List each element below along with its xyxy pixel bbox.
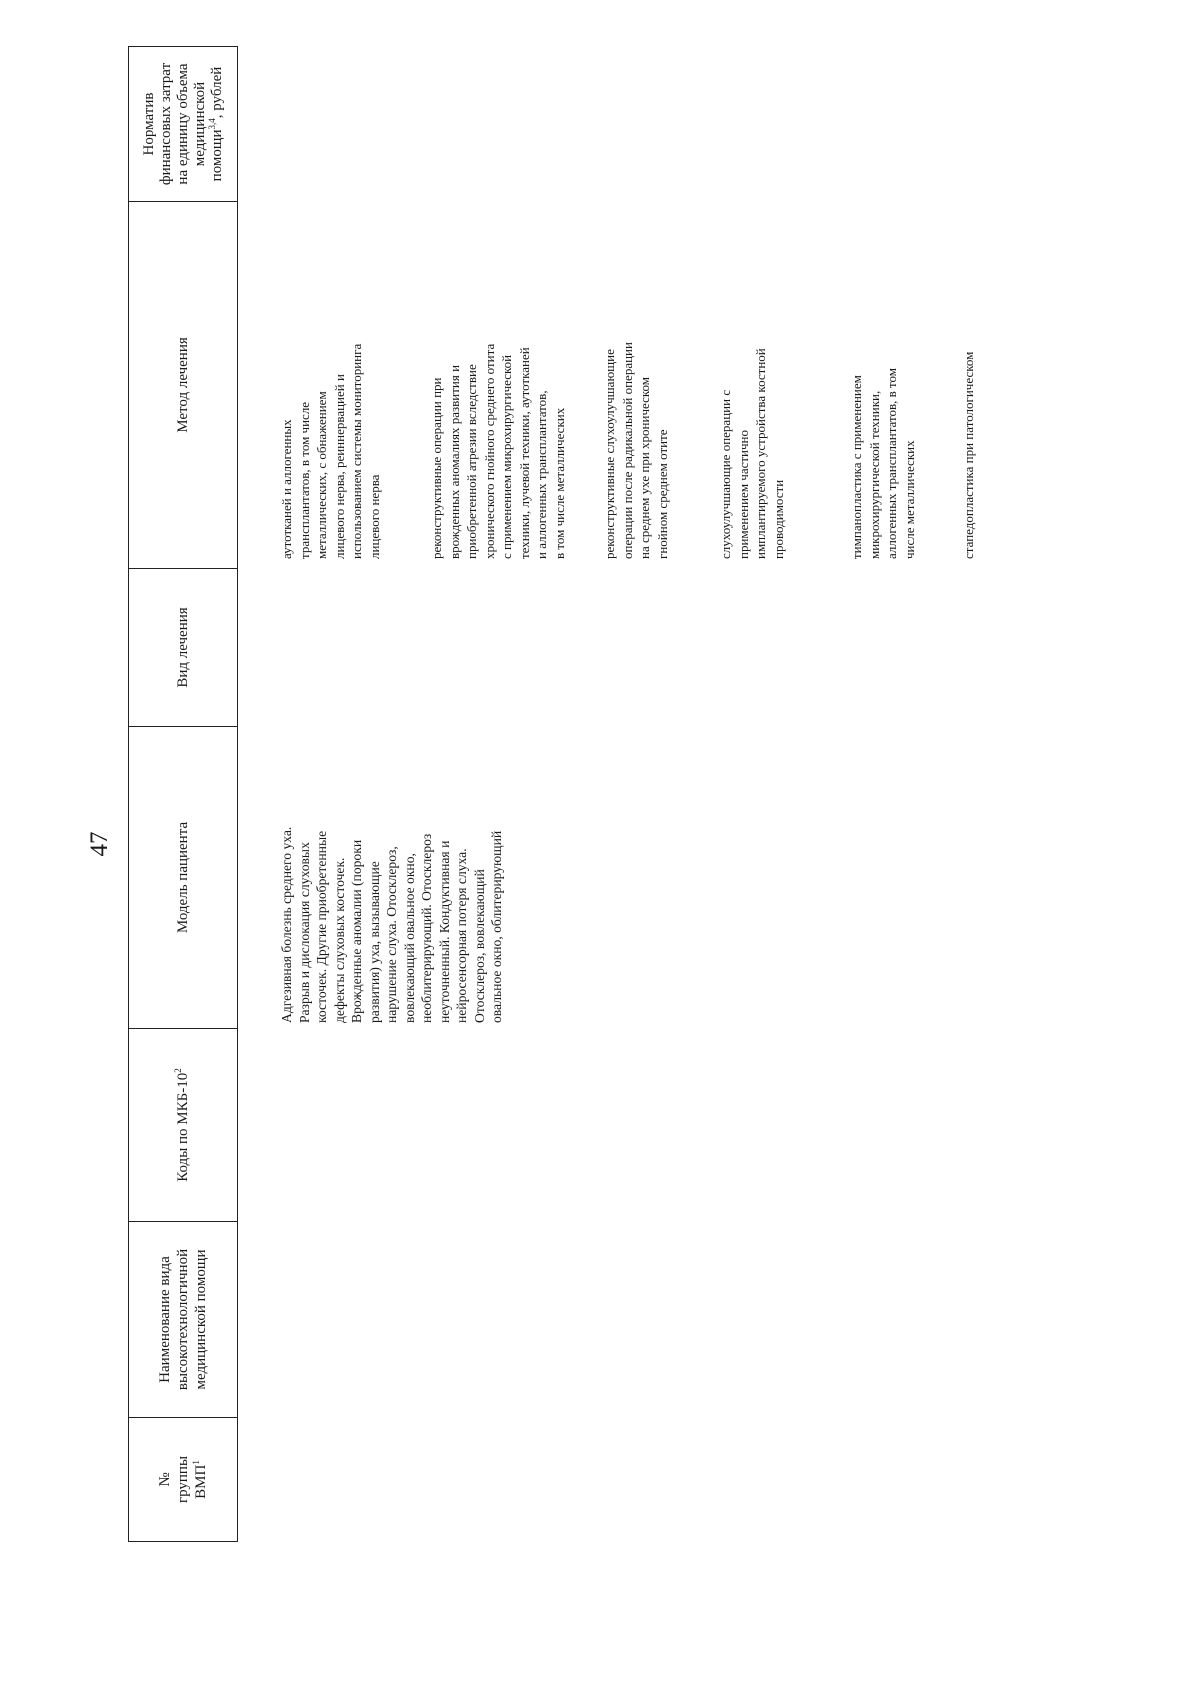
header-vmp-name-text: Наименование вида высокотехнологичной медицинской помощи (157, 1248, 209, 1391)
header-treatment-method (128, 201, 238, 569)
treatment-method-4: слухоулучшающие операции с применением частично имплантируемого устройства костной проводимости (718, 348, 786, 559)
header-group-no-sup: 1 (191, 1460, 201, 1465)
header-treatment-method-text: Метод лечения (175, 337, 191, 433)
treatment-method-6: стапедопластика при патологическом (961, 351, 976, 559)
header-icd-codes-sup: 2 (173, 1068, 183, 1073)
header-patient-model-text: Модель пациента (175, 821, 191, 934)
header-cost-norm-tail: , рублей (208, 66, 225, 119)
vmp-table (128, 46, 976, 1542)
header-cost-norm (128, 46, 238, 202)
header-cost-norm-text: Норматив финансовых затрат на единицу объема медицинской помощи (140, 62, 225, 186)
treatment-method-3: реконструктивные слухоулучшающие операции после радикальной операции на среднем ухе при хроническом гнойном среднем отите (602, 342, 670, 559)
header-group-no (128, 1417, 238, 1542)
header-icd-codes (128, 1028, 238, 1222)
header-vmp-name (128, 1221, 238, 1418)
treatment-method-1: аутотканей и аллогенных трансплантатов, в том числе металлических, с обнажением лицевого нерва, реиннервацией и использованием системы мониторинга лицевого нерва (279, 343, 382, 559)
header-patient-model (128, 726, 238, 1029)
header-treatment-type-text: Вид лечения (175, 607, 191, 688)
header-treatment-type (128, 568, 238, 727)
header-group-no-text: № группы ВМП (157, 1455, 209, 1504)
treatment-method-5: тимпанопластика с применением микрохирургической техники, аллогенных трансплантатов, в том числе металлических (849, 368, 917, 559)
treatment-method-2: реконструктивные операции при врожденных аномалиях развития и приобретенной атрезии вследствие хронического гнойного среднего отита с применением микрохирургической техники, лучевой техники, аутотканей и аллогенных трансплантатов, в том числе металлических (429, 343, 567, 559)
header-icd-codes-text: Коды по МКБ-10 (175, 1072, 191, 1182)
header-cost-norm-sup: 3,4 (206, 118, 217, 130)
page-number: 47 (86, 831, 113, 857)
patient-model-cell: Адгезивная болезнь среднего уха. Разрыв и дислокация слуховых косточек. Другие приобретенные дефекты слуховых косточек. Врожденные аномалии (пороки развития) уха, вызывающие нарушение слуха. Отосклероз, вовлекающий овальное окно, необлитерирующий. Отосклероз неуточненный. Кондуктивная и нейросенсорная потеря слуха. Отосклероз, вовлекающий овальное окно, облитерирующий (279, 826, 504, 1023)
rotated-table-wrapper (128, 46, 976, 1542)
